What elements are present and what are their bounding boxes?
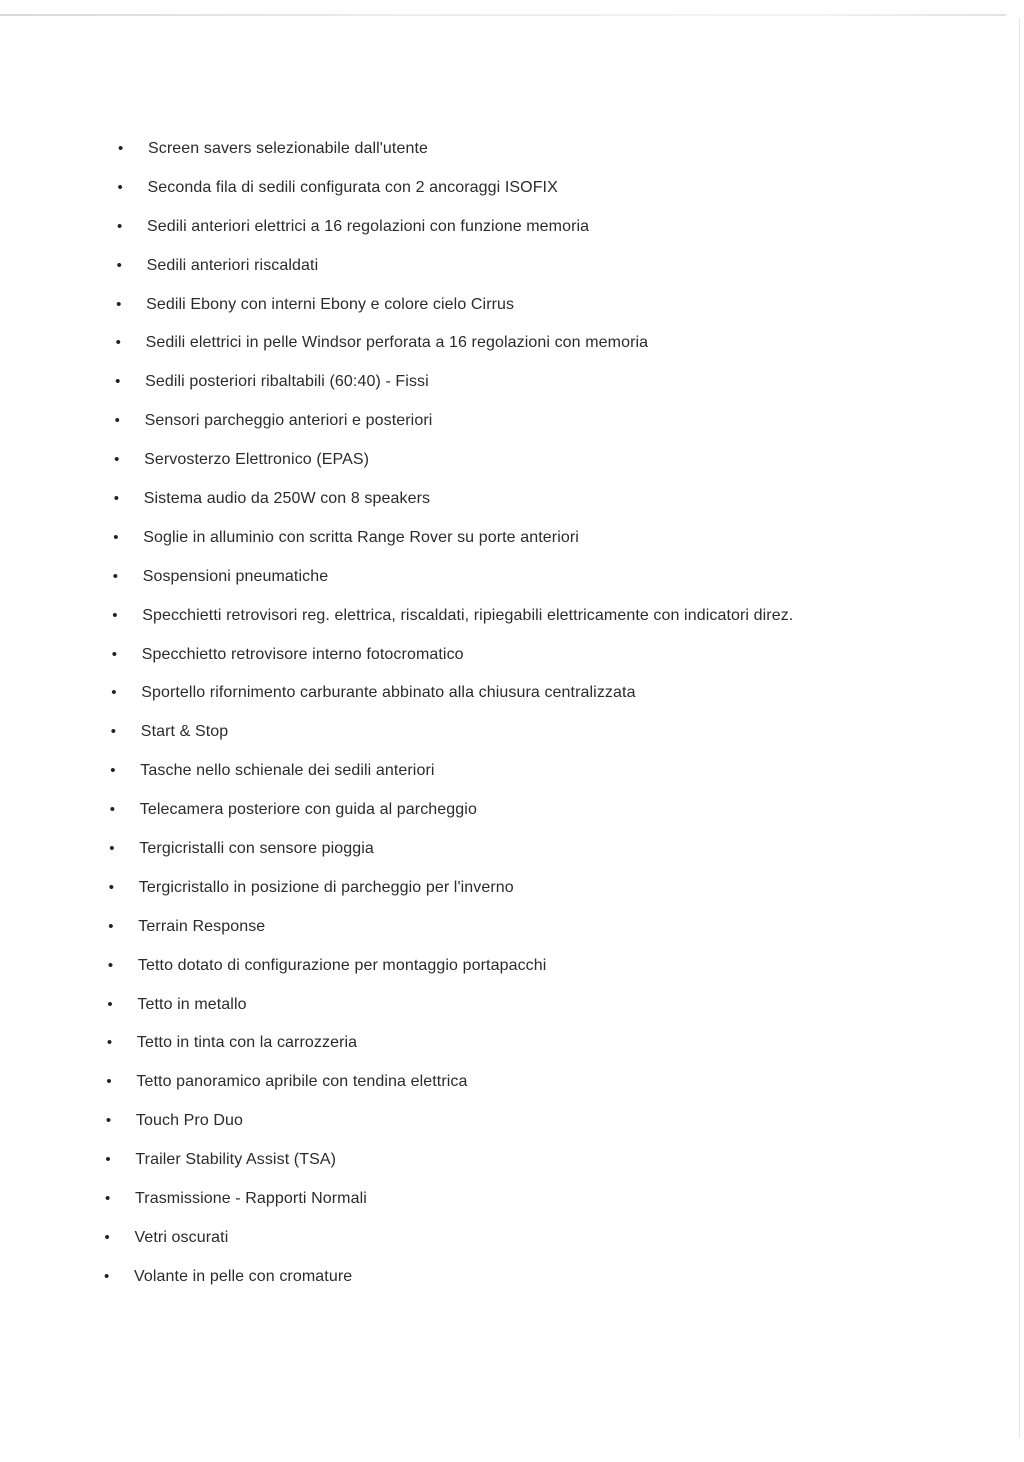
list-item [0,986,1000,1025]
bullet-icon: • [114,412,120,430]
list-item [0,636,1000,675]
feature-text: Tasche nello schienale dei sedili anteriori [140,762,435,780]
feature-text: Sedili elettrici in pelle Windsor perforata a 16 regolazioni con memoria [145,334,649,352]
list-item [0,363,1000,402]
bullet-icon: • [104,1228,110,1246]
list-item [0,908,1000,947]
list-item [0,1258,1000,1297]
bullet-icon: • [111,684,117,702]
list-item [0,752,1000,791]
feature-text: Tergicristallo in posizione di parcheggio per l'inverno [138,878,514,896]
feature-text: Tergicristalli con sensore pioggia [139,840,374,858]
list-item [0,402,1000,441]
list-item [0,441,1000,480]
feature-text: Sedili posteriori ribaltabili (60:40) - Fissi [145,373,429,391]
bullet-icon: • [108,878,115,896]
list-item [0,830,1000,869]
bullet-icon: • [110,762,116,780]
bullet-icon: • [106,1034,113,1052]
bullet-icon: • [110,723,117,741]
feature-text: Tetto dotato di configurazione per montaggio portapacchi [137,956,547,974]
feature-text: Servosterzo Elettronico (EPAS) [144,451,370,469]
bullet-icon: • [112,567,119,585]
feature-text: Start & Stop [140,723,229,741]
bullet-icon: • [118,140,124,157]
feature-text: Seconda fila di sedili configurata con 2 ancoraggi ISOFIX [147,178,558,196]
feature-list [0,130,1000,1297]
feature-text: Sedili anteriori elettrici a 16 regolazioni con funzione memoria [147,217,590,235]
list-item [0,130,1000,169]
list-item [0,286,1000,325]
list-item [0,1024,1000,1063]
list-item [0,480,1000,519]
feature-text: Vetri oscurati [134,1228,229,1246]
bullet-icon: • [111,645,118,663]
list-item [0,1180,1000,1219]
list-item [0,947,1000,986]
list-item [0,674,1000,713]
bullet-icon: • [105,1151,111,1169]
bullet-icon: • [115,373,121,391]
bullet-icon: • [107,956,114,974]
list-item [0,558,1000,597]
list-item [0,791,1000,830]
feature-text: Touch Pro Duo [135,1112,244,1130]
bullet-icon: • [115,334,121,352]
list-item [0,713,1000,752]
bullet-icon: • [106,1073,112,1091]
list-item [0,324,1000,363]
feature-text: Terrain Response [138,917,266,935]
bullet-icon: • [116,295,122,313]
feature-text: Volante in pelle con cromature [134,1267,353,1285]
feature-text: Screen savers selezionabile dall'utente [148,140,429,157]
feature-text: Trailer Stability Assist (TSA) [135,1151,337,1169]
bullet-icon: • [108,917,114,935]
feature-text: Soglie in alluminio con scritta Range Rover su porte anteriori [143,528,579,546]
list-item [0,1102,1000,1141]
feature-text: Sospensioni pneumatiche [142,567,329,585]
list-item [0,1141,1000,1180]
list-item [0,169,1000,208]
feature-text: Sedili anteriori riscaldati [146,256,319,274]
feature-text: Tetto in metallo [137,995,247,1013]
list-item [0,208,1000,247]
list-item [0,1219,1000,1258]
feature-text: Specchietti retrovisori reg. elettrica, riscaldati, ripiegabili elettricamente con indicatori direz. [142,606,794,624]
bullet-icon: • [113,490,120,508]
bullet-icon: • [112,606,118,624]
list-item [0,519,1000,558]
feature-text: Sportello rifornimento carburante abbinato alla chiusura centralizzata [141,684,636,702]
bullet-icon: • [104,1267,110,1285]
bullet-icon: • [107,995,113,1013]
feature-text: Trasmissione - Rapporti Normali [135,1190,367,1208]
feature-text: Tetto panoramico apribile con tendina elettrica [136,1073,468,1091]
list-item [0,869,1000,908]
bullet-icon: • [114,451,120,469]
list-item [0,1063,1000,1102]
bullet-icon: • [105,1112,112,1130]
bullet-icon: • [113,528,119,546]
bullet-icon: • [117,217,123,235]
list-item [0,597,1000,636]
feature-text: Specchietto retrovisore interno fotocromatico [141,645,464,663]
list-item [0,247,1000,286]
feature-text: Sistema audio da 250W con 8 speakers [143,490,431,508]
bullet-icon: • [116,256,122,274]
feature-text: Sedili Ebony con interni Ebony e colore cielo Cirrus [146,295,515,313]
feature-text: Tetto in tinta con la carrozzeria [136,1034,358,1052]
bullet-icon: • [109,801,116,819]
feature-text: Telecamera posteriore con guida al parcheggio [139,801,477,819]
bullet-icon: • [105,1190,111,1208]
feature-text: Sensori parcheggio anteriori e posteriori [144,412,433,430]
bullet-icon: • [109,840,115,858]
bullet-icon: • [117,178,123,196]
